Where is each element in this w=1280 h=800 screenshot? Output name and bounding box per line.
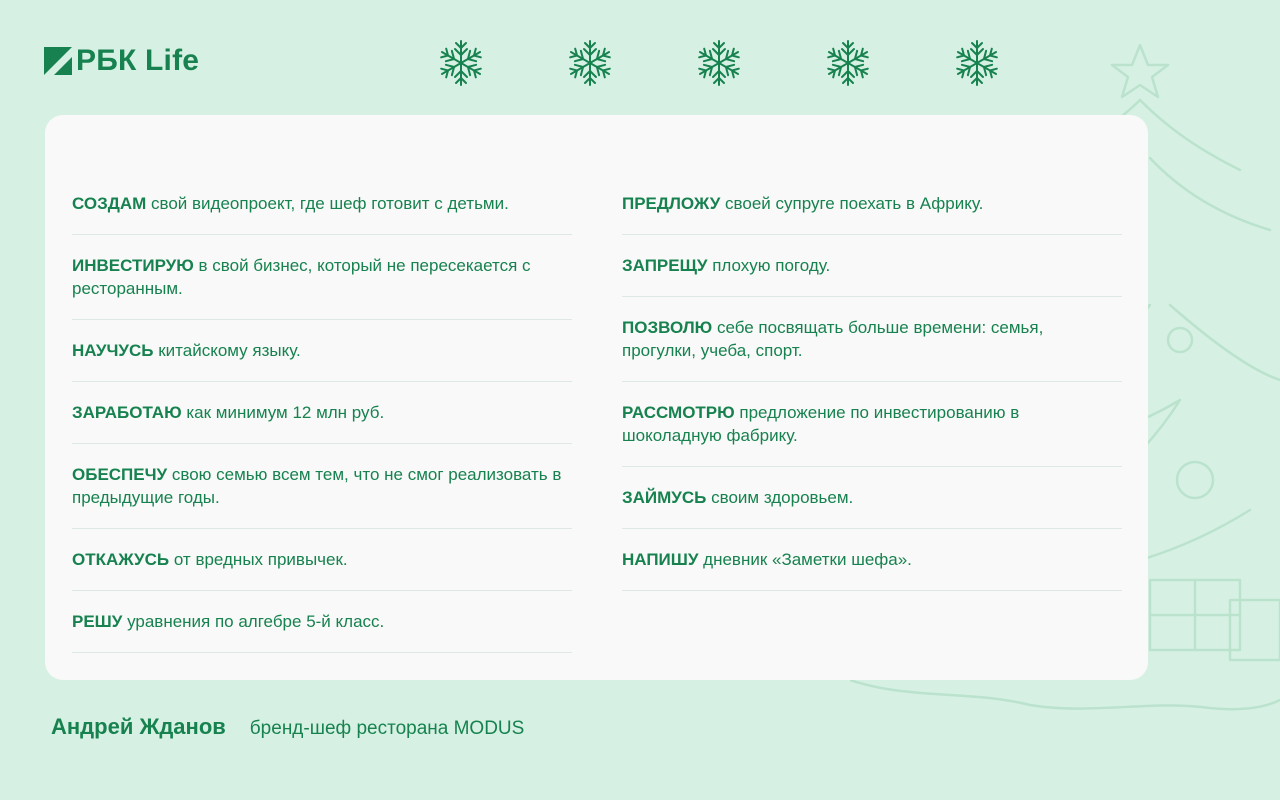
snowflake-icon [694,38,744,88]
resolution-item: ИНВЕСТИРУЮ в свой бизнес, который не пересекается с ресторанным. [72,251,572,320]
author-name: Андрей Жданов [51,714,226,739]
resolution-item: ЗАЙМУСЬ своим здоровьем. [622,483,1122,529]
author-role: бренд-шеф ресторана MODUS [249,718,525,739]
resolution-item: НАУЧУСЬ китайскому языку. [72,336,572,382]
brand-logo-text: РБК Life [76,44,200,77]
snowflake-icon [565,38,615,88]
resolution-item: ПОЗВОЛЮ себе посвящать больше времени: семья, прогулки, учеба, спорт. [622,313,1122,382]
rbc-logo-icon [44,47,72,75]
resolution-item: ЗАПРЕЩУ плохую погоду. [622,251,1122,297]
resolution-item: РАССМОТРЮ предложение по инвестированию в шоколадную фабрику. [622,398,1122,467]
resolution-item: СОЗДАМ свой видеопроект, где шеф готовит с детьми. [72,189,572,235]
snowflake-icon [436,38,486,88]
resolution-item: ОБЕСПЕЧУ свою семью всем тем, что не смог реализовать в предыдущие годы. [72,460,572,529]
resolutions-right-column [622,189,1122,680]
resolutions-left-column [72,189,572,680]
resolutions-card [45,115,1148,680]
resolution-item: НАПИШУ дневник «Заметки шефа». [622,545,1122,591]
brand-logo[interactable] [44,44,199,78]
author-footer [51,714,524,740]
resolution-item: ЗАРАБОТАЮ как минимум 12 млн руб. [72,398,572,444]
resolution-item: РЕШУ уравнения по алгебре 5-й класс. [72,607,572,653]
resolution-item: ПРЕДЛОЖУ своей супруге поехать в Африку. [622,189,1122,235]
resolution-item: ОТКАЖУСЬ от вредных привычек. [72,545,572,591]
